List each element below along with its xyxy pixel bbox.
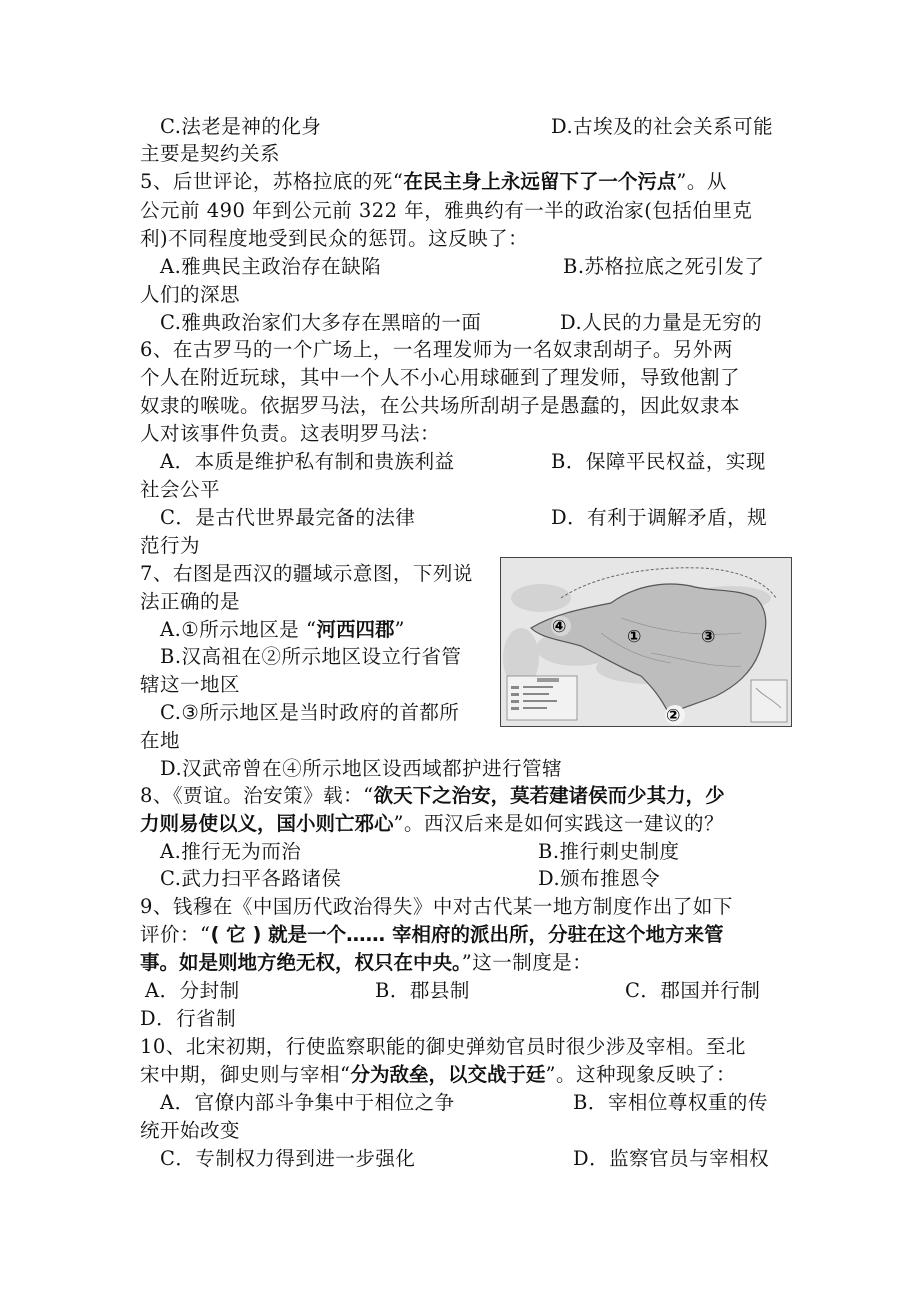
q10-option-a: A．官僚内部斗争集中于相位之争: [160, 1091, 455, 1114]
q7-option-c-cont: 在地: [140, 729, 181, 752]
q8-option-cd-row: [160, 865, 661, 892]
q6-option-cd-row: [160, 504, 768, 531]
q5-option-a: A.雅典民主政治存在缺陷: [160, 255, 382, 278]
q10-option-c: C．专制权力得到进一步强化: [160, 1147, 416, 1170]
map-marker-2: ②: [666, 706, 681, 726]
q8-quote-part2: 力则易使以义，国小则亡邪心: [140, 812, 394, 835]
q10-option-b: B．宰相位尊权重的传: [573, 1091, 768, 1114]
q7-stem-line2: 法正确的是: [140, 590, 241, 613]
q10-option-ab-row: [160, 1089, 768, 1116]
q7-option-a-quote: 河西四郡: [316, 618, 395, 641]
q6-stem-line2: 个人在附近玩球，其中一个人不小心用球砸到了理发师，导致他割了: [140, 366, 741, 389]
q6-stem-line1: 6、在古罗马的一个广场上，一名理发师为一名奴隶刮胡子。另外两: [140, 338, 733, 361]
q6-option-b: B．保障平民权益，实现: [551, 450, 766, 473]
q10-option-b-cont: 统开始改变: [140, 1119, 241, 1142]
q9-stem-line1: 9、钱穆在《中国历代政治得失》中对古代某一地方制度作出了如下: [140, 895, 733, 918]
q5-stem-line2: 公元前 490 年到公元前 322 年，雅典约有一半的政治家(包括伯里克: [140, 199, 753, 222]
q4-option-c: C.法老是神的化身: [160, 115, 322, 138]
q8-option-ab-row: [160, 838, 680, 865]
q9-option-a: A．分封制: [145, 979, 240, 1002]
map-marker-3: ③: [701, 627, 716, 647]
q10-option-cd-row: [160, 1145, 770, 1172]
q7-option-d: D.汉武帝曾在④所示地区设西域都护进行管辖: [160, 757, 563, 780]
q9-stem-line2: 评价：“( 它 ) 就是一个…… 宰相府的派出所，分驻在这个地方来管: [140, 923, 724, 946]
q7-option-a: A.①所示地区是 “河西四郡”: [160, 618, 405, 641]
q6-stem-line3: 奴隶的喉咙。依据罗马法，在公共场所刮胡子是愚蠢的，因此奴隶本: [140, 394, 741, 417]
q5-option-cd-row: [160, 309, 763, 336]
q9-option-row: [145, 977, 761, 1004]
western-han-territory-map: [500, 557, 792, 727]
q9-option-b: B．郡县制: [375, 979, 470, 1002]
q8-quote-part1: 欲天下之治安，莫若建诸侯而少其力，少: [373, 784, 725, 807]
q9-stem-line3: 事。如是则地方绝无权，权只在中央。”这一制度是：: [140, 951, 593, 974]
q7-option-b: B.汉高祖在②所示地区设立行省管: [160, 645, 462, 668]
q9-quote-part1: ( 它 ) 就是一个…… 宰相府的派出所，分驻在这个地方来管: [210, 923, 724, 946]
q5-option-c: C.雅典政治家们大多存在黑暗的一面: [160, 311, 482, 334]
q4-option-c-row: [160, 113, 774, 140]
q8-stem-line1: 8、《贾谊。治安策》载：“欲天下之治安，莫若建诸侯而少其力，少: [140, 784, 725, 807]
q6-option-c: C．是古代世界最完备的法律: [160, 506, 416, 529]
map-marker-1: ①: [627, 627, 642, 647]
q8-option-b: B.推行刺史制度: [538, 840, 680, 863]
map-marker-4: ④: [552, 617, 567, 637]
q10-stem-line1: 10、北宋初期，行使监察职能的御史弹劾官员时很少涉及宰相。至北: [140, 1035, 746, 1058]
q5-option-d: D.人民的力量是无穷的: [560, 311, 763, 334]
q9-option-d: D．行省制: [140, 1007, 237, 1030]
q10-stem-line2: 宋中期，御史则与宰相“分为敌垒，以交战于廷”。这种现象反映了：: [140, 1063, 736, 1086]
q5-stem-line1: 5、后世评论，苏格拉底的死“在民主身上永远留下了一个污点”。从: [140, 170, 727, 193]
q5-option-ab-row: [160, 253, 765, 280]
q8-option-c: C.武力扫平各路诸侯: [160, 867, 342, 890]
q5-option-b: B.苏格拉底之死引发了: [563, 255, 765, 278]
q4-option-d: D.古埃及的社会关系可能: [551, 115, 774, 138]
q9-quote-part2: 事。如是则地方绝无权，权只在中央。: [140, 951, 462, 974]
q8-option-d: D.颁布推恩令: [538, 867, 661, 890]
q6-option-d: D．有利于调解矛盾，规: [551, 506, 768, 529]
q6-option-a: A．本质是维护私有制和贵族利益: [160, 450, 455, 473]
q8-stem-line2: 力则易使以义，国小则亡邪心”。西汉后来是如何实践这一建议的？: [140, 812, 724, 835]
q5-stem-line3: 利)不同程度地受到民众的惩罚。这反映了：: [140, 227, 529, 250]
q7-stem-line1: 7、右图是西汉的疆域示意图，下列说: [140, 562, 473, 585]
q10-option-d: D．监察官员与宰相权: [573, 1147, 770, 1170]
q6-stem-line4: 人对该事件负责。这表明罗马法：: [140, 422, 441, 445]
q4-option-d-cont: 主要是契约关系: [140, 142, 281, 165]
q10-quote: 分为敌垒，以交战于廷: [350, 1063, 546, 1086]
q8-option-a: A.推行无为而治: [160, 840, 302, 863]
q6-option-d-cont: 范行为: [140, 534, 201, 557]
q7-option-c: C.③所示地区是当时政府的首都所: [160, 701, 460, 724]
q6-option-b-cont: 社会公平: [140, 478, 221, 501]
q6-option-ab-row: [160, 448, 766, 475]
q5-quote: 在民主身上永远留下了一个污点: [403, 170, 677, 193]
q7-option-b-cont: 辖这一地区: [140, 673, 241, 696]
q5-option-b-cont: 人们的深思: [140, 283, 241, 306]
q9-option-c: C．郡国并行制: [625, 979, 761, 1002]
